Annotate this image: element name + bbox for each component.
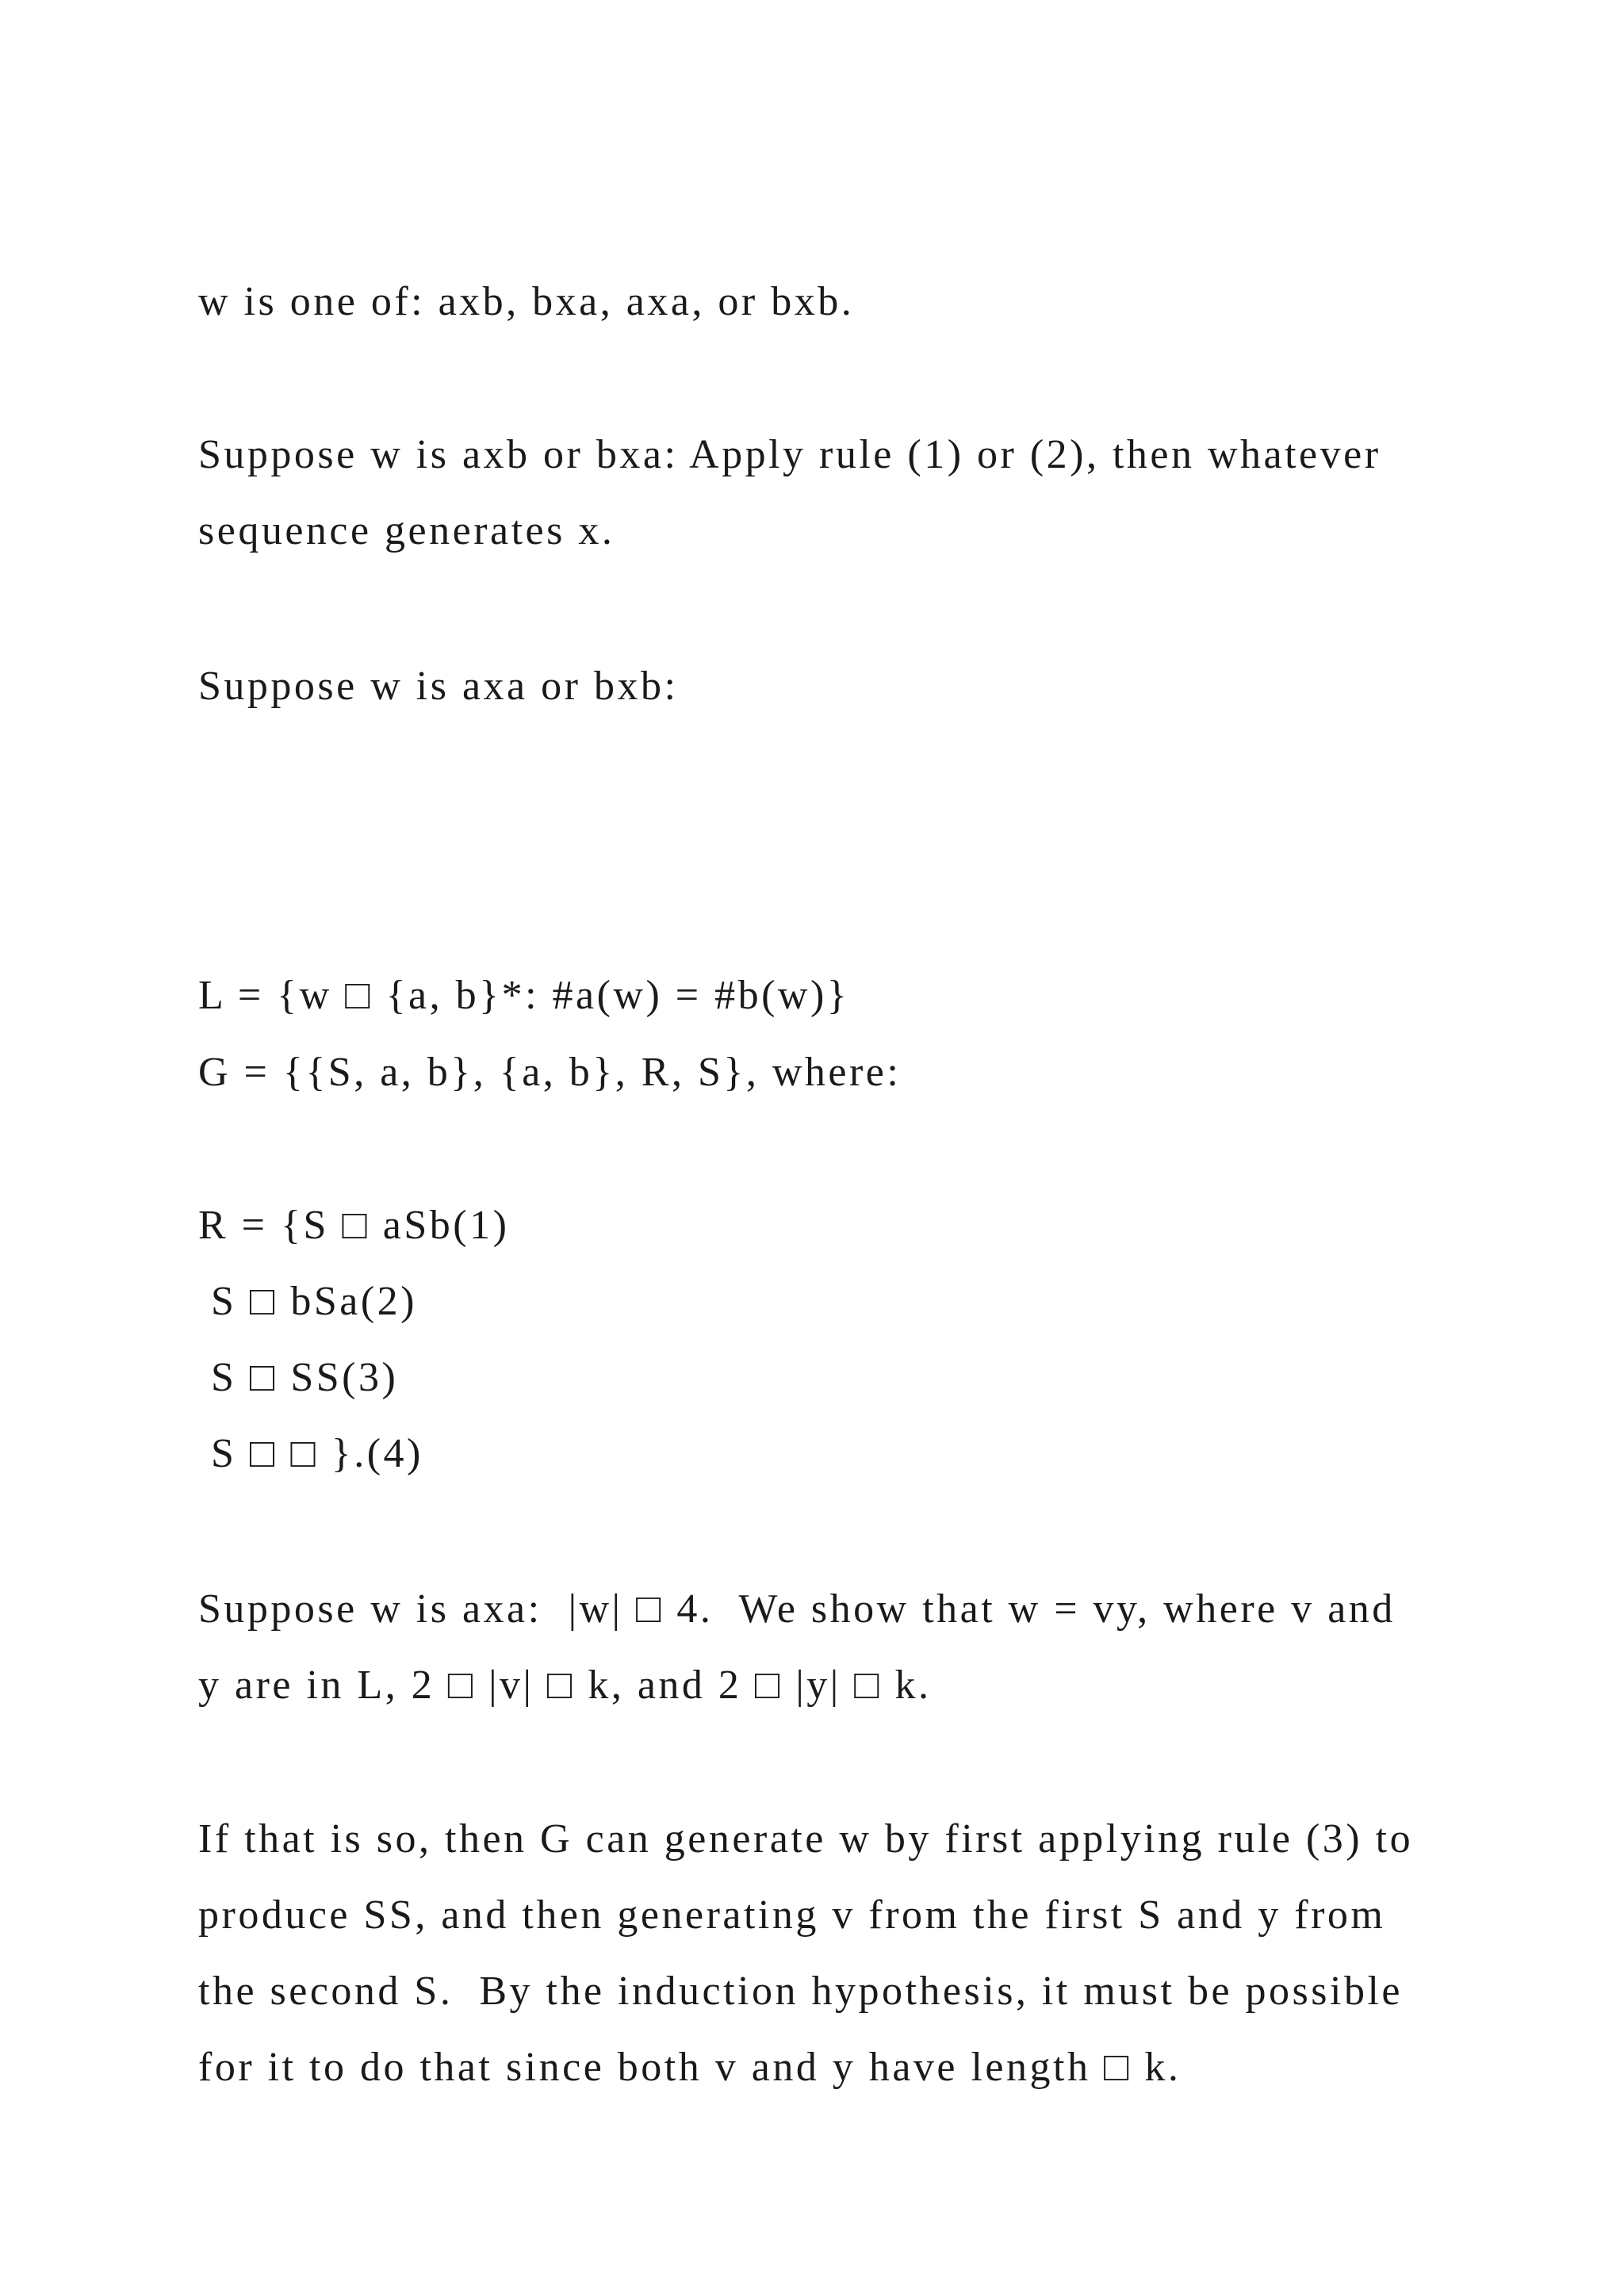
grammar-definition: G = {{S, a, b}, {a, b}, R, S}, where: bbox=[198, 1050, 902, 1095]
conclusion-line-1: If that is so, then G can generate w by first applying rule (3) to bbox=[198, 1816, 1414, 1862]
rule-1: R = {S □ aSb(1) bbox=[198, 1203, 510, 1248]
axb-case-line-2: sequence generates x. bbox=[198, 508, 615, 553]
cases-line: w is one of: axb, bxa, axa, or bxb. bbox=[198, 279, 855, 324]
axa-case-line-1: Suppose w is axa: |w| □ 4. We show that w = vy, where v and bbox=[198, 1586, 1396, 1632]
rule-2: S □ bSa(2) bbox=[211, 1279, 417, 1324]
axa-case-line-2: y are in L, 2 □ |v| □ k, and 2 □ |y| □ k. bbox=[198, 1663, 932, 1708]
axa-intro-line: Suppose w is axa or bxb: bbox=[198, 664, 679, 709]
conclusion-line-2: produce SS, and then generating v from the first S and y from bbox=[198, 1892, 1386, 1938]
conclusion-line-3: the second S. By the induction hypothesis, it must be possible bbox=[198, 1969, 1403, 2014]
axb-case-line-1: Suppose w is axb or bxa: Apply rule (1) or (2), then whatever bbox=[198, 432, 1381, 477]
conclusion-line-4: for it to do that since both v and y have length □ k. bbox=[198, 2045, 1182, 2090]
rule-4: S □ □ }.(4) bbox=[211, 1431, 423, 1476]
rule-3: S □ SS(3) bbox=[211, 1355, 399, 1400]
language-definition: L = {w □ {a, b}*: #a(w) = #b(w)} bbox=[198, 973, 850, 1018]
